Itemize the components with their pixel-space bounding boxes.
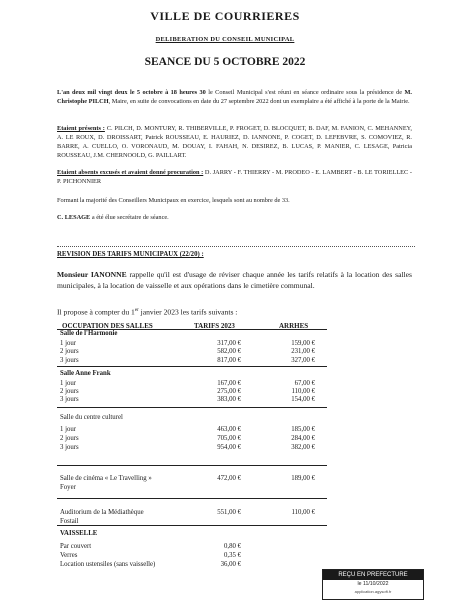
excused-names: D. JARRY - F. THIERRY - M. PRODEO - E. LAMBERT - B. LE TORIELLEC - P. PICHONNIER — [57, 169, 412, 185]
row-tarif: 167,00 € — [217, 380, 241, 387]
table-row — [57, 370, 357, 380]
row-label: Salle du centre culturel — [60, 414, 123, 421]
section-divider — [57, 246, 415, 247]
row-label: Foyer — [60, 484, 76, 491]
row-arrhes: 154,00 € — [291, 396, 315, 403]
row-arrhes: 159,00 € — [291, 340, 315, 347]
row-label: 3 jours — [60, 357, 79, 364]
row-label: 1 jour — [60, 380, 77, 387]
table-rule — [57, 407, 327, 408]
secretary-paragraph — [57, 213, 412, 222]
proposal-paragraph — [57, 306, 412, 318]
excused-paragraph — [57, 168, 412, 186]
row-label: Location ustensiles (sans vaisselle) — [60, 561, 156, 568]
intro-paragraph — [57, 88, 412, 106]
row-tarif: 463,00 € — [217, 426, 241, 433]
row-label: 2 jours — [60, 388, 79, 395]
row-label: 2 jours — [60, 348, 79, 355]
row-label: Verres — [60, 552, 78, 559]
row-label: Salle Anne Frank — [60, 370, 111, 377]
row-label: 1 jour — [60, 426, 77, 433]
secretary-text: a été élue secrétaire de séance. — [90, 214, 169, 221]
table-row — [57, 414, 357, 424]
excused-label: Etaient absents excusés et avaient donné procuration : — [57, 169, 204, 176]
row-arrhes: 110,00 € — [291, 388, 315, 395]
table-rule — [57, 498, 327, 499]
presents-names: C. PILCH, D. MONTURY, R. THIBERVILLE, P. FROGET, D. BLOCQUET, B. DAF, M. FANION, C. MEHANNEY, A. LE ROUX, D. DROISSART, Patrick ROUSSEAU, E. HAURIEZ, D. IANNONE, P. COGET, D. LEFEBVRE, S. COMOVIEZ, R. BARRE, A. CUELLO, O. VORONAUD, M. DOUAY, I. FAHAH, N. DESIREZ, B. LUCAS, P. MANIER, C. LESAGE, Patricia ROUSSEAU, J.M. CHERNOOLD, G. PAILLART. — [57, 125, 412, 159]
row-tarif: 0,35 € — [224, 552, 241, 559]
row-label: Auditorium de la Médiathèque — [60, 509, 144, 516]
table-row — [57, 444, 357, 454]
quorum-paragraph: Formant la majorité des Conseillers Municipaux en exercice, lesquels sont au nombre de 33. — [57, 197, 290, 204]
intro-date: L'an deux mil vingt deux le 5 octobre à 18 heures 30 — [57, 89, 206, 96]
row-label: VAISSELLE — [60, 530, 98, 537]
row-label: 1 jour — [60, 340, 77, 347]
row-arrhes: 231,00 € — [291, 348, 315, 355]
intro-text-2: , Maire, en suite de convocations en date du 27 septembre 2022 dont un exemplaire a été affiché à la porte de la Mairie. — [108, 98, 410, 105]
row-arrhes: 382,00 € — [291, 444, 315, 451]
row-tarif: 582,00 € — [217, 348, 241, 355]
row-arrhes: 189,00 € — [291, 475, 315, 482]
header-arrhes: ARRHES — [279, 322, 309, 330]
session-title: SEANCE DU 5 OCTOBRE 2022 — [144, 56, 306, 68]
intro-text-1: le Conseil Municipal s'est réuni en séance ordinaire sous la présidence de — [205, 89, 405, 96]
table-row — [57, 561, 357, 571]
row-arrhes: 110,00 € — [291, 509, 315, 516]
row-label: 2 jours — [60, 435, 79, 442]
proposal-text-2: janvier 2023 les tarifs suivants : — [138, 307, 238, 317]
table-row — [57, 484, 357, 494]
row-label: 3 jours — [60, 444, 79, 451]
table-row — [57, 530, 357, 540]
secretary-name: C. LESAGE — [57, 214, 91, 221]
row-label: Salle de cinéma « Le Travelling » — [60, 475, 152, 482]
row-label: Par couvert — [60, 543, 92, 550]
row-tarif: 705,00 € — [217, 435, 241, 442]
town-title: VILLE DE COURRIERES — [150, 9, 300, 23]
table-row — [57, 518, 357, 528]
row-tarif: 954,00 € — [217, 444, 241, 451]
speaker-text: rappelle qu'il est d'usage de réviser chaque année les tarifs relatifs à la location des salles municipales, à la location de vaisselle et aux opérations dans le cimetière communal. — [57, 270, 412, 290]
table-row — [57, 357, 357, 367]
row-tarif: 275,00 € — [217, 388, 241, 395]
row-label: Fostail — [60, 518, 79, 525]
proposal-text-1: Il propose à compter du 1 — [57, 307, 135, 317]
prefecture-stamp — [322, 569, 424, 600]
row-arrhes: 185,00 € — [291, 426, 315, 433]
speaker-name: Monsieur IANONNE — [57, 270, 127, 279]
header-occupation: OCCUPATION DES SALLES — [62, 322, 153, 330]
row-tarif: 0,80 € — [224, 543, 241, 550]
table-rule — [57, 465, 327, 466]
deliberation-subtitle: DELIBERATION DU CONSEIL MUNICIPAL — [155, 36, 295, 43]
stamp-title: REÇU EN PREFECTURE — [323, 570, 423, 580]
stamp-ref: application.agysoft.fr — [354, 589, 392, 594]
row-tarif: 36,00 € — [220, 561, 241, 568]
speaker-paragraph — [57, 270, 412, 291]
mayor-name: M. Christophe PILCH — [57, 89, 412, 105]
stamp-date: le 11/10/2022 — [357, 581, 389, 587]
section-heading: REVISION DES TARIFS MUNICIPAUX (22/20) : — [57, 251, 204, 258]
row-tarif: 551,00 € — [217, 509, 241, 516]
row-label: Salle de l'Harmonie — [60, 330, 118, 337]
presents-paragraph — [57, 124, 412, 160]
row-tarif: 817,00 € — [217, 357, 241, 364]
row-arrhes: 284,00 € — [291, 435, 315, 442]
presents-label: Etaient présents : — [57, 125, 105, 132]
header-tarifs: TARIFS 2023 — [194, 322, 235, 330]
row-label: 3 jours — [60, 396, 79, 403]
table-row — [57, 396, 357, 406]
table-row — [57, 330, 357, 340]
proposal-sup: er — [134, 308, 139, 313]
row-tarif: 383,00 € — [217, 396, 241, 403]
row-arrhes: 67,00 € — [294, 380, 315, 387]
row-arrhes: 327,00 € — [291, 357, 315, 364]
row-tarif: 317,00 € — [217, 340, 241, 347]
row-tarif: 472,00 € — [217, 475, 241, 482]
